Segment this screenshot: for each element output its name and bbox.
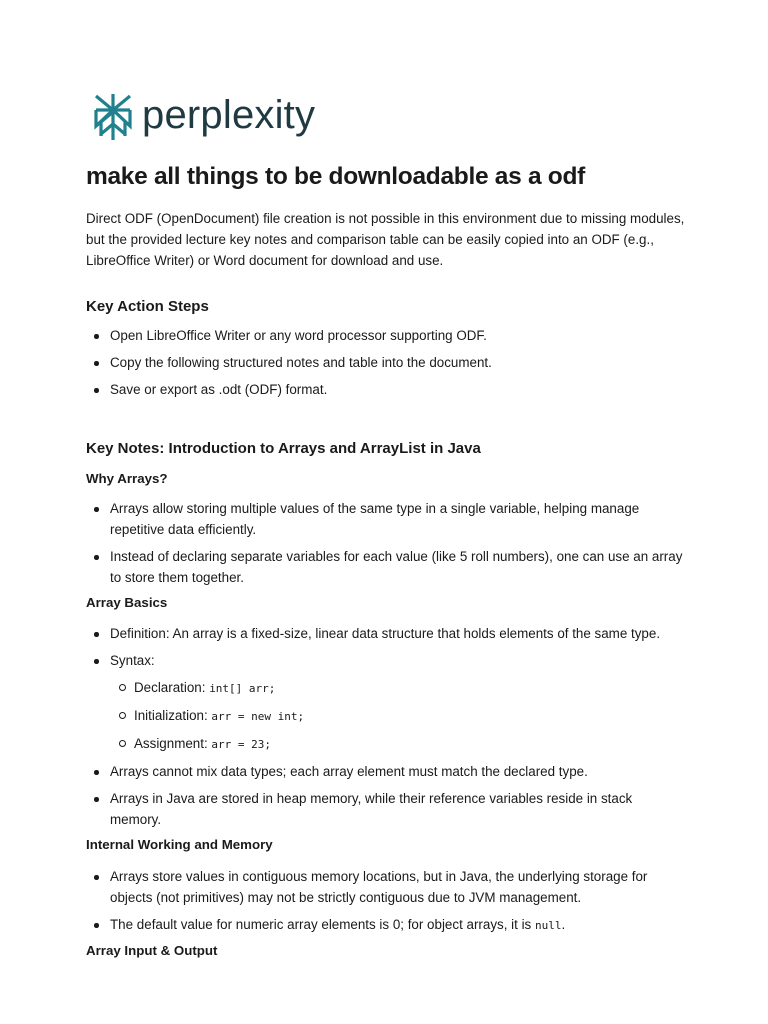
array-basics-heading: Array Basics	[86, 595, 168, 610]
brand-wordmark: perplexity	[142, 93, 316, 137]
action-steps-heading: Key Action Steps	[86, 298, 209, 315]
list-item: Save or export as .odt (ODF) format.	[86, 379, 686, 400]
array-basics-list	[86, 623, 686, 830]
syntax-sublist	[110, 677, 686, 755]
brand-logo	[92, 92, 315, 142]
list-item: Arrays store values in contiguous memory locations, but in Java, the underlying storage for objects (not primitives) may not be strictly contiguous due to JVM management.	[86, 866, 686, 908]
document-body	[86, 160, 686, 960]
list-item: Instead of declaring separate variables for each value (like 5 roll numbers), one can use an array to store them together.	[86, 546, 686, 588]
code-snippet: int[] arr;	[209, 682, 276, 695]
syntax-item-label: Declaration:	[134, 680, 210, 695]
array-io-heading: Array Input & Output	[86, 943, 218, 958]
sub-list-item	[110, 733, 686, 755]
list-item-text: The default value for numeric array elements is 0; for object arrays, it is	[110, 917, 535, 932]
page-title: make all things to be downloadable as a odf	[86, 163, 585, 190]
list-item: Copy the following structured notes and table into the document.	[86, 352, 686, 373]
list-item: Open LibreOffice Writer or any word processor supporting ODF.	[86, 325, 686, 346]
code-snippet: arr = 23;	[211, 738, 272, 751]
perplexity-logo-icon	[92, 92, 134, 142]
code-snippet: null	[534, 919, 562, 932]
why-arrays-heading: Why Arrays?	[86, 471, 168, 486]
list-item: Definition: An array is a fixed-size, linear data structure that holds elements of the same type.	[86, 623, 686, 644]
memory-list	[86, 866, 686, 936]
sub-list-item	[110, 677, 686, 699]
list-item: Arrays in Java are stored in heap memory, while their reference variables reside in stack memory.	[86, 788, 686, 830]
syntax-item-label: Initialization:	[134, 708, 212, 723]
list-item-text: .	[561, 917, 566, 932]
why-arrays-list	[86, 498, 686, 588]
syntax-item-label: Assignment:	[134, 736, 212, 751]
action-steps-list	[86, 325, 686, 400]
list-item: Arrays allow storing multiple values of the same type in a single variable, helping manage repetitive data efficiently.	[86, 498, 686, 540]
syntax-label: Syntax:	[110, 653, 155, 668]
intro-paragraph: Direct ODF (OpenDocument) file creation is not possible in this environment due to missing modules, but the provided lecture key notes and comparison table can be easily copied into an ODF (e.g., LibreOffice Writer) or Word document for download and use.	[86, 211, 685, 268]
code-snippet: arr = new int;	[211, 710, 305, 723]
list-item	[86, 914, 686, 936]
list-item: Arrays cannot mix data types; each array element must match the declared type.	[86, 761, 686, 782]
list-item-syntax	[86, 650, 686, 755]
memory-heading: Internal Working and Memory	[86, 837, 273, 852]
notes-heading: Key Notes: Introduction to Arrays and ArrayList in Java	[86, 440, 481, 457]
sub-list-item	[110, 705, 686, 727]
